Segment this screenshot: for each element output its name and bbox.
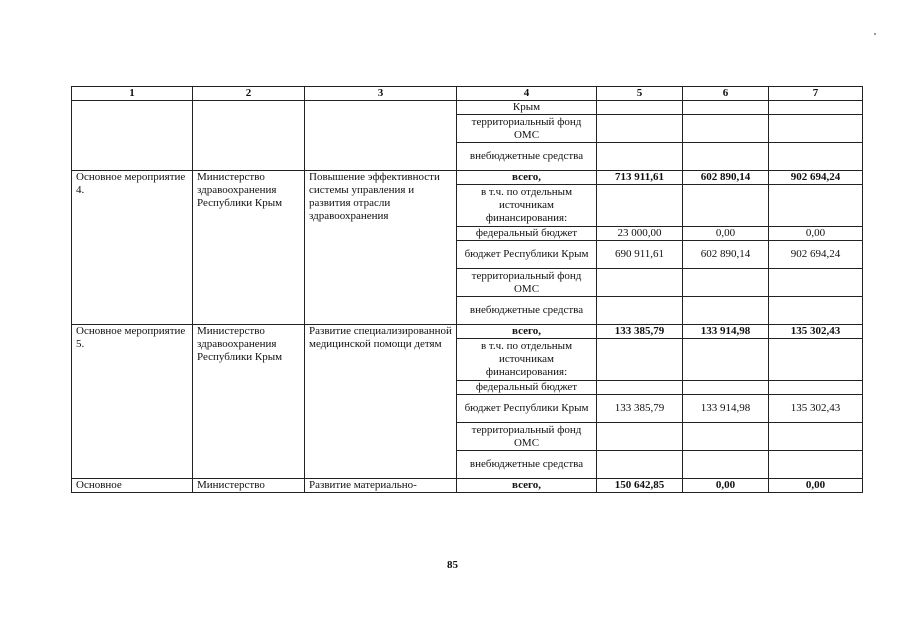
value-cell-6 (683, 297, 769, 325)
value-cell-6: 602 890,14 (683, 171, 769, 185)
value-cell-5 (597, 101, 683, 115)
cont-description-cell (305, 101, 457, 171)
value-cell-6 (683, 269, 769, 297)
value-cell-7 (769, 297, 863, 325)
value-cell-5 (597, 451, 683, 479)
value-cell-6: 602 890,14 (683, 241, 769, 269)
value-cell-7 (769, 101, 863, 115)
value-cell-5 (597, 381, 683, 395)
value-cell-6 (683, 423, 769, 451)
cont-name-cell (72, 101, 193, 171)
scan-speck (874, 33, 876, 35)
event-executor-cell: Министерство здравоохранения Республики Крым (193, 171, 305, 325)
source-cell: федеральный бюджет (457, 381, 597, 395)
source-cell: в т.ч. по отдельным источникам финансирования: (457, 185, 597, 227)
source-cell: внебюджетные средства (457, 143, 597, 171)
page-number: 85 (447, 559, 458, 571)
value-cell-5: 713 911,61 (597, 171, 683, 185)
header-col-5: 5 (597, 87, 683, 101)
cont-executor-cell (193, 101, 305, 171)
source-cell: территориальный фонд ОМС (457, 423, 597, 451)
source-cell: бюджет Республики Крым (457, 395, 597, 423)
source-cell: всего, (457, 479, 597, 493)
funding-table (71, 86, 863, 493)
event-name-cell: Основное (72, 479, 193, 493)
value-cell-5 (597, 269, 683, 297)
header-row (72, 87, 863, 101)
header-col-7: 7 (769, 87, 863, 101)
event-executor-cell: Министерство здравоохранения Республики Крым (193, 325, 305, 479)
value-cell-7 (769, 143, 863, 171)
table-row (72, 101, 863, 115)
value-cell-5: 23 000,00 (597, 227, 683, 241)
header-col-2: 2 (193, 87, 305, 101)
source-cell: всего, (457, 325, 597, 339)
value-cell-6 (683, 339, 769, 381)
value-cell-5 (597, 185, 683, 227)
value-cell-7: 902 694,24 (769, 171, 863, 185)
value-cell-5 (597, 143, 683, 171)
source-cell: Крым (457, 101, 597, 115)
value-cell-6: 133 914,98 (683, 325, 769, 339)
value-cell-7: 902 694,24 (769, 241, 863, 269)
value-cell-7 (769, 339, 863, 381)
value-cell-5 (597, 423, 683, 451)
value-cell-7 (769, 381, 863, 395)
value-cell-6: 0,00 (683, 479, 769, 493)
value-cell-5: 133 385,79 (597, 325, 683, 339)
value-cell-7: 0,00 (769, 227, 863, 241)
source-cell: федеральный бюджет (457, 227, 597, 241)
value-cell-6 (683, 381, 769, 395)
event-description-cell: Развитие специализированной медицинской помощи детям (305, 325, 457, 479)
source-cell: внебюджетные средства (457, 297, 597, 325)
value-cell-5 (597, 115, 683, 143)
event-executor-cell: Министерство (193, 479, 305, 493)
value-cell-7 (769, 185, 863, 227)
value-cell-6 (683, 451, 769, 479)
source-cell: бюджет Республики Крым (457, 241, 597, 269)
value-cell-7 (769, 451, 863, 479)
value-cell-7: 135 302,43 (769, 395, 863, 423)
event-description-cell: Повышение эффективности системы управления и развития отрасли здравоохранения (305, 171, 457, 325)
source-cell: в т.ч. по отдельным источникам финансирования: (457, 339, 597, 381)
value-cell-6 (683, 101, 769, 115)
event-description-cell: Развитие материально- (305, 479, 457, 493)
table-row (72, 171, 863, 185)
table-row (72, 325, 863, 339)
value-cell-6 (683, 115, 769, 143)
value-cell-6 (683, 185, 769, 227)
value-cell-5 (597, 297, 683, 325)
value-cell-5: 690 911,61 (597, 241, 683, 269)
value-cell-7: 135 302,43 (769, 325, 863, 339)
source-cell: внебюджетные средства (457, 451, 597, 479)
event-name-cell: Основное мероприятие 5. (72, 325, 193, 479)
value-cell-7 (769, 115, 863, 143)
table-row (72, 479, 863, 493)
source-cell: территориальный фонд ОМС (457, 269, 597, 297)
value-cell-7 (769, 423, 863, 451)
value-cell-6: 133 914,98 (683, 395, 769, 423)
header-col-6: 6 (683, 87, 769, 101)
value-cell-5: 133 385,79 (597, 395, 683, 423)
source-cell: всего, (457, 171, 597, 185)
header-col-4: 4 (457, 87, 597, 101)
value-cell-6 (683, 143, 769, 171)
value-cell-6: 0,00 (683, 227, 769, 241)
header-col-3: 3 (305, 87, 457, 101)
value-cell-5 (597, 339, 683, 381)
source-cell: территориальный фонд ОМС (457, 115, 597, 143)
value-cell-7: 0,00 (769, 479, 863, 493)
header-col-1: 1 (72, 87, 193, 101)
value-cell-5: 150 642,85 (597, 479, 683, 493)
value-cell-7 (769, 269, 863, 297)
event-name-cell: Основное мероприятие 4. (72, 171, 193, 325)
